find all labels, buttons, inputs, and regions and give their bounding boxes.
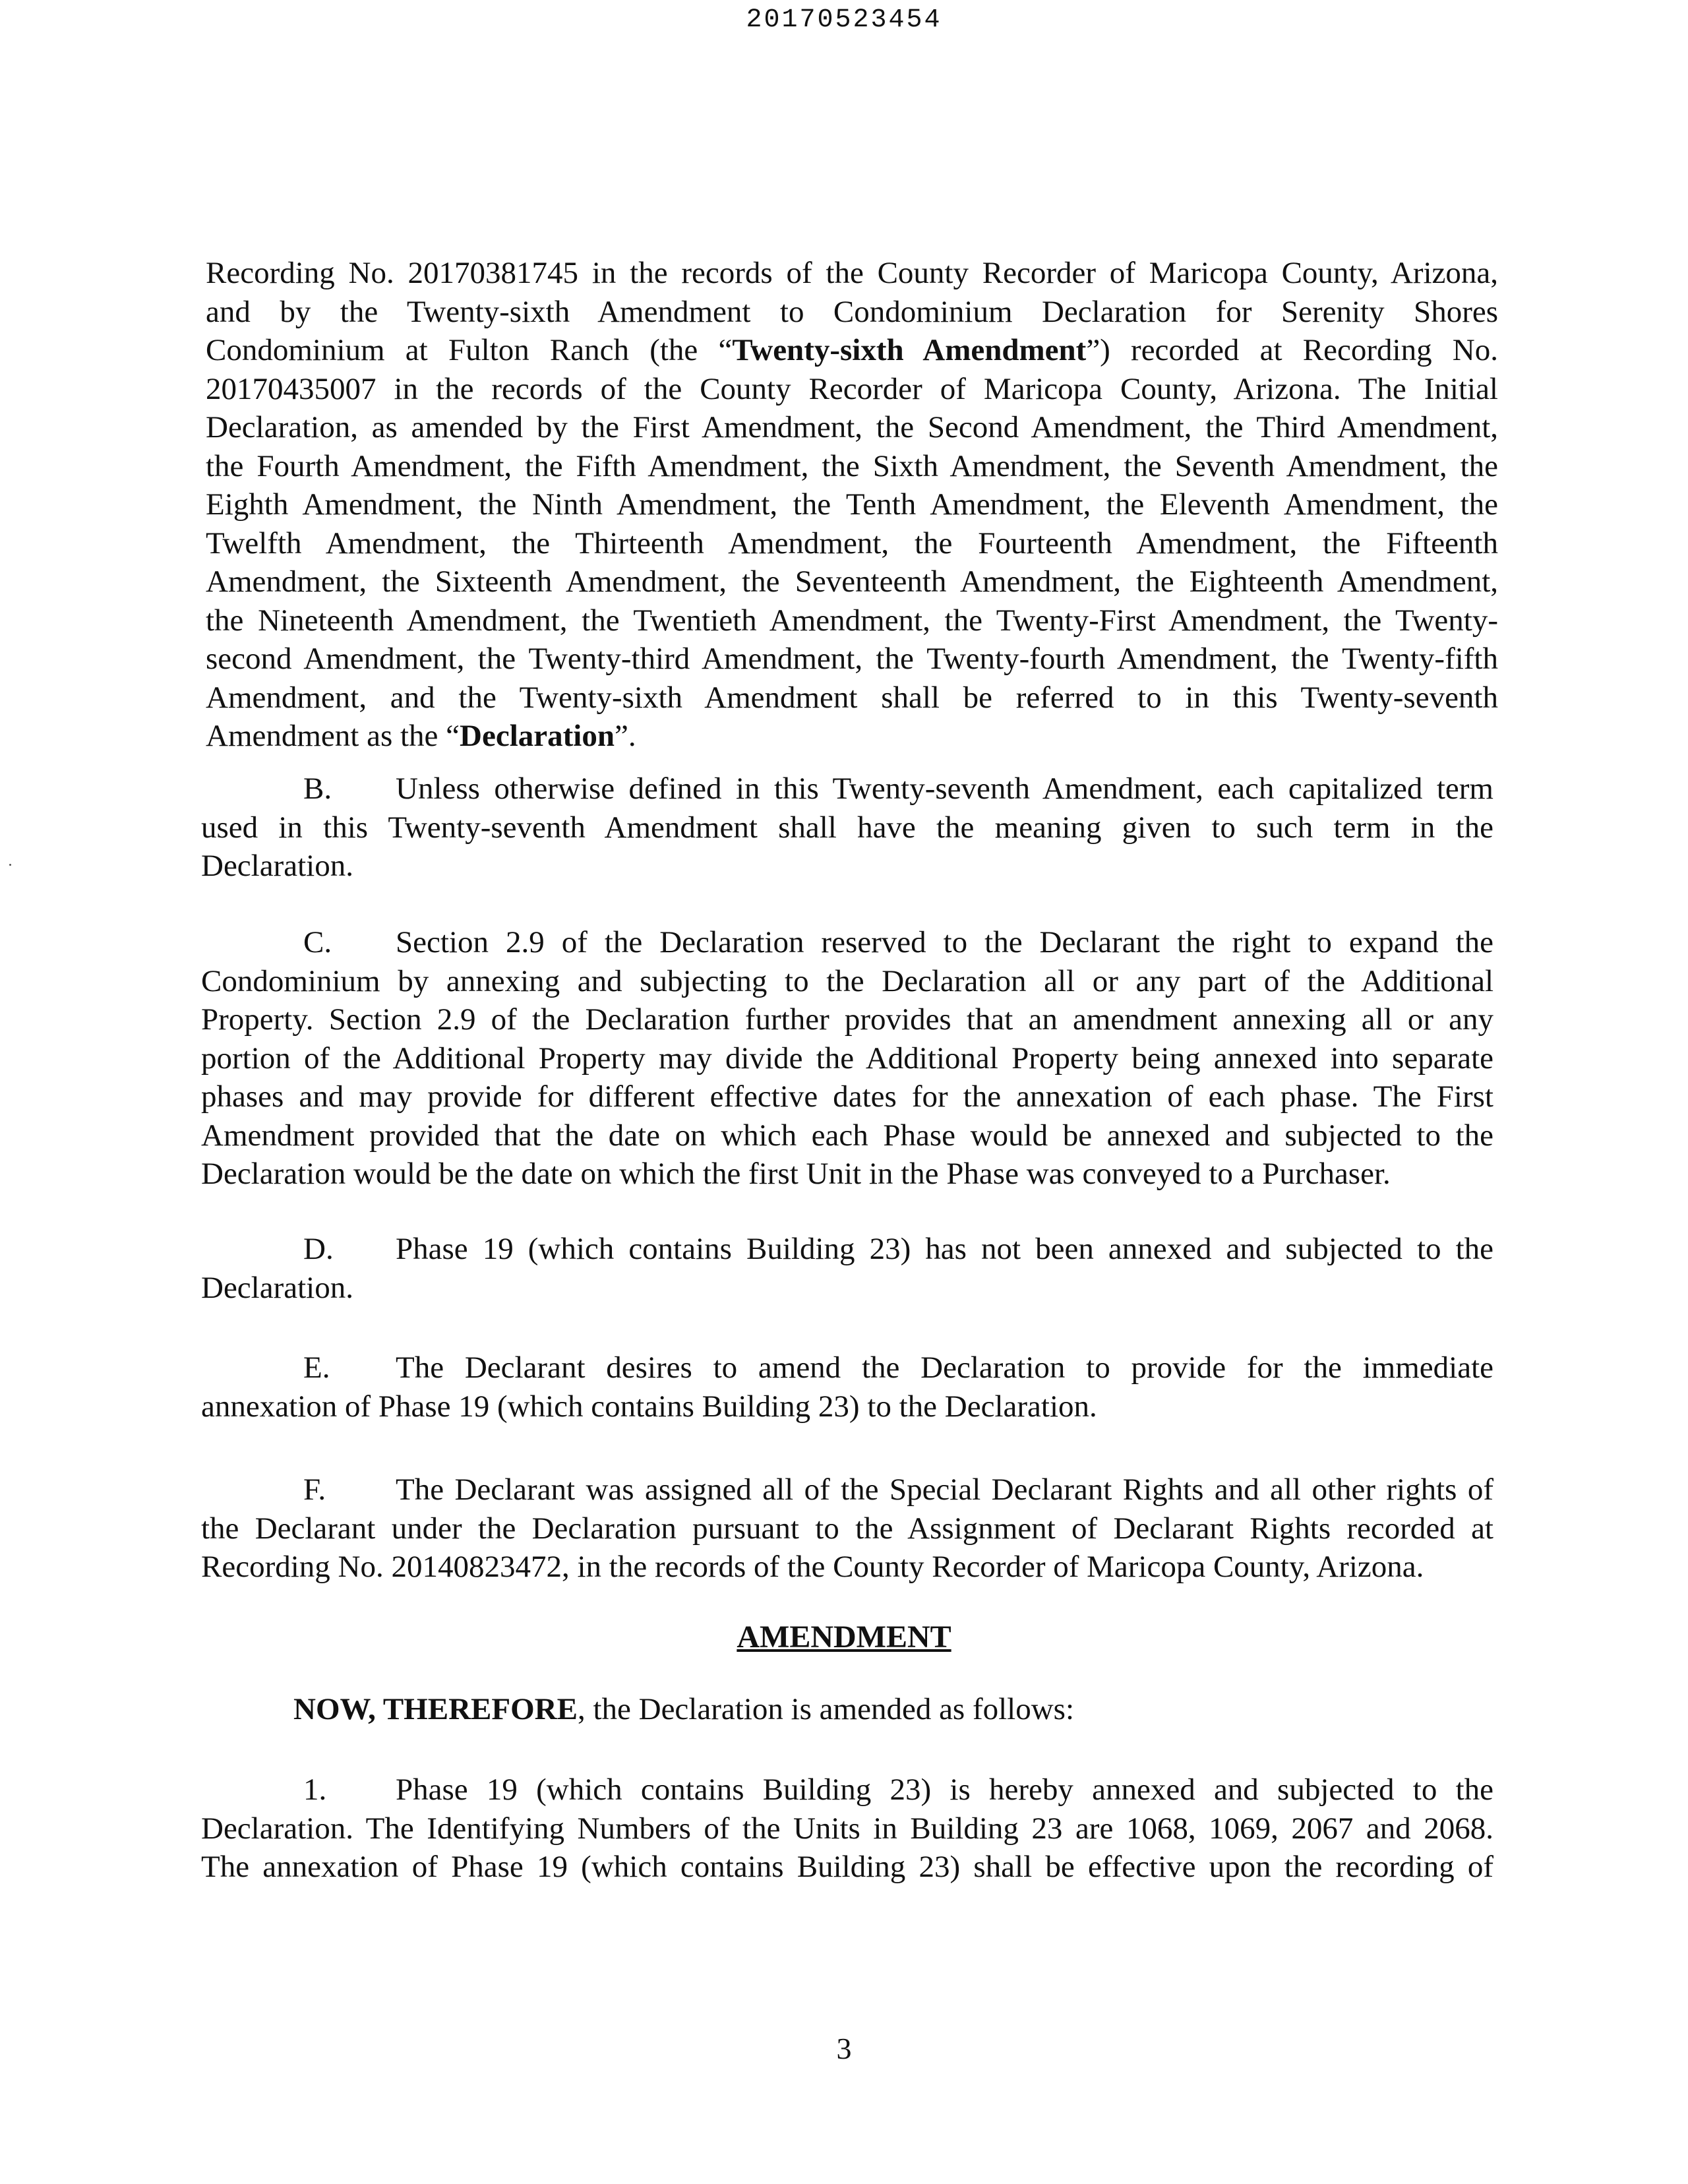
intro-line: the Fourth Amendment, the Fifth Amendment, the Sixth Amendment, the Seventh Amendment, the bbox=[206, 448, 1498, 483]
intro-line-3-head: Condominium at Fulton Ranch (the “ bbox=[206, 333, 733, 367]
intro-line bbox=[206, 717, 1498, 756]
paragraph-f bbox=[201, 1471, 1493, 1587]
scan-speck bbox=[9, 864, 11, 866]
paragraph-b-line: used in this Twenty-seventh Amendment shall have the meaning given to such term in the bbox=[201, 810, 1493, 845]
paragraph-c-line: portion of the Additional Property may divide the Additional Property being annexed into separate bbox=[201, 1041, 1493, 1076]
intro-line-13-head: Amendment as the “ bbox=[206, 719, 460, 753]
intro-line: Amendment, the Sixteenth Amendment, the Seventeenth Amendment, the Eighteenth Amendment, bbox=[206, 564, 1498, 599]
paragraph-e-line bbox=[201, 1349, 1493, 1387]
paragraph-f-line: Recording No. 20140823472, in the records of the County Recorder of Maricopa County, Arizona. bbox=[201, 1550, 1424, 1584]
paragraph-c bbox=[201, 923, 1493, 1194]
paragraph-b-line bbox=[201, 770, 1493, 808]
now-therefore-line bbox=[293, 1691, 1074, 1727]
paragraph-1-text: Phase 19 (which contains Building 23) is hereby annexed and subjected to the bbox=[396, 1773, 1493, 1807]
paragraph-d bbox=[201, 1230, 1493, 1307]
intro-line: second Amendment, the Twenty-third Amendment, the Twenty-fourth Amendment, the Twenty-fifth bbox=[206, 642, 1498, 676]
twenty-sixth-amendment-term: Twenty-sixth Amendment bbox=[732, 333, 1087, 367]
paragraph-1-line: Declaration. The Identifying Numbers of the Units in Building 23 are 1068, 1069, 2067 and 2068. bbox=[201, 1811, 1493, 1846]
paragraph-c-line: Property. Section 2.9 of the Declaration further provides that an amendment annexing all or any bbox=[201, 1002, 1493, 1037]
intro-line: Eighth Amendment, the Ninth Amendment, the Tenth Amendment, the Eleventh Amendment, the bbox=[206, 487, 1498, 522]
paragraph-1-label: 1. bbox=[303, 1773, 327, 1807]
intro-line: and by the Twenty-sixth Amendment to Condominium Declaration for Serenity Shores bbox=[206, 294, 1498, 329]
paragraph-e-label: E. bbox=[303, 1350, 330, 1385]
paragraph-f-label: F. bbox=[303, 1472, 326, 1507]
paragraph-c-line: Amendment provided that the date on which each Phase would be annexed and subjected to the bbox=[201, 1118, 1493, 1153]
intro-line bbox=[206, 331, 1498, 370]
paragraph-c-text: Section 2.9 of the Declaration reserved to the Declarant the right to expand the bbox=[396, 925, 1493, 959]
intro-line: Amendment, and the Twenty-sixth Amendment shall be referred to in this Twenty-seventh bbox=[206, 680, 1498, 715]
paragraph-d-label: D. bbox=[303, 1232, 334, 1266]
intro-line-13-tail: ”. bbox=[614, 719, 636, 753]
paragraph-e-text: The Declarant desires to amend the Declaration to provide for the immediate bbox=[396, 1350, 1493, 1385]
paragraph-d-text: Phase 19 (which contains Building 23) has not been annexed and subjected to the bbox=[396, 1232, 1493, 1266]
paragraph-d-line bbox=[201, 1230, 1493, 1269]
paragraph-1 bbox=[201, 1771, 1493, 1887]
document-number: 20170523454 bbox=[746, 5, 942, 35]
paragraph-f-text: The Declarant was assigned all of the Special Declarant Rights and all other rights of bbox=[396, 1472, 1493, 1507]
paragraph-c-label: C. bbox=[303, 925, 332, 959]
intro-paragraph bbox=[206, 254, 1498, 756]
intro-line-3-tail: ”) recorded at Recording No. bbox=[1086, 333, 1499, 367]
paragraph-f-line: the Declarant under the Declaration pursuant to the Assignment of Declarant Rights recorded at bbox=[201, 1511, 1493, 1546]
now-therefore-rest: , the Declaration is amended as follows: bbox=[577, 1692, 1075, 1726]
intro-line: Recording No. 20170381745 in the records of the County Recorder of Maricopa County, Arizona, bbox=[206, 256, 1498, 290]
paragraph-b bbox=[201, 770, 1493, 886]
paragraph-d-line: Declaration. bbox=[201, 1270, 353, 1305]
paragraph-b-text: Unless otherwise defined in this Twenty-seventh Amendment, each capitalized term bbox=[396, 772, 1493, 806]
paragraph-e bbox=[201, 1349, 1493, 1426]
paragraph-c-line bbox=[201, 923, 1493, 962]
paragraph-c-line: phases and may provide for different effective dates for the annexation of each phase. The First bbox=[201, 1079, 1493, 1114]
declaration-term: Declaration bbox=[460, 719, 615, 753]
intro-line: Declaration, as amended by the First Amendment, the Second Amendment, the Third Amendment, bbox=[206, 410, 1498, 444]
intro-line: Twelfth Amendment, the Thirteenth Amendment, the Fourteenth Amendment, the Fifteenth bbox=[206, 526, 1498, 561]
intro-line: 20170435007 in the records of the County Recorder of Maricopa County, Arizona. The Initial bbox=[206, 371, 1498, 406]
paragraph-b-line: Declaration. bbox=[201, 849, 353, 883]
paragraph-e-line: annexation of Phase 19 (which contains Building 23) to the Declaration. bbox=[201, 1389, 1097, 1424]
intro-line: the Nineteenth Amendment, the Twentieth Amendment, the Twenty-First Amendment, the Twenty- bbox=[206, 603, 1498, 638]
paragraph-b-label: B. bbox=[303, 772, 332, 806]
page-number: 3 bbox=[836, 2032, 852, 2065]
paragraph-c-line: Declaration would be the date on which the first Unit in the Phase was conveyed to a Purchaser. bbox=[201, 1157, 1391, 1191]
now-therefore-bold: NOW, THEREFORE bbox=[293, 1692, 578, 1726]
paragraph-1-line: The annexation of Phase 19 (which contains Building 23) shall be effective upon the recording of bbox=[201, 1850, 1493, 1884]
paragraph-1-line bbox=[201, 1771, 1493, 1809]
paragraph-c-line: Condominium by annexing and subjecting to the Declaration all or any part of the Additional bbox=[201, 963, 1493, 998]
amendment-heading: AMENDMENT bbox=[737, 1620, 951, 1654]
paragraph-f-line bbox=[201, 1471, 1493, 1509]
